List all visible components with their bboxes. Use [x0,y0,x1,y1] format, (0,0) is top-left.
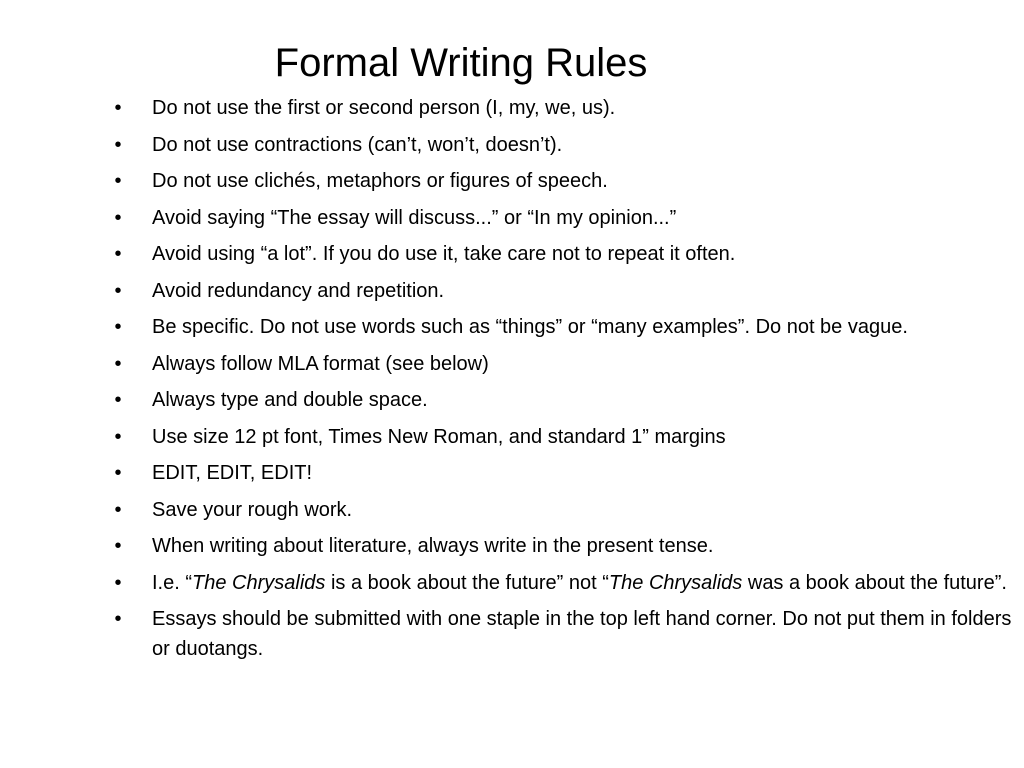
bullet-item [112,568,1012,598]
bullet-text-part: I.e. “ [152,571,193,594]
bullet-dot-icon: • [114,571,122,594]
bullet-item [112,203,1012,233]
bullet-item [112,130,1012,160]
bullet-dot-icon: • [114,279,122,302]
bullet-text: Avoid saying “The essay will discuss...” or “In my opinion...” [152,206,677,229]
bullet-dot-icon: • [114,206,122,229]
bullet-text: Essays should be submitted with one staple in the top left hand corner. Do not put them in folders or duotangs. [152,608,1012,660]
bullet-dot-icon: • [114,425,122,448]
slide-title: Formal Writing Rules [274,41,648,85]
bullet-text: Always follow MLA format (see below) [152,352,489,375]
bullet-item [112,604,1012,664]
bullet-item [112,458,1012,488]
bullet-item [112,276,1012,306]
bullet-dot-icon: • [114,316,122,338]
bullet-dot-icon: • [114,243,122,265]
bullet-item [112,385,1012,415]
bullet-text: EDIT, EDIT, EDIT! [152,462,313,484]
book-title: The Chrysalids [192,571,326,594]
bullet-dot-icon: • [114,498,122,521]
bullet-text: Avoid using “a lot”. If you do use it, take care not to repeat it often. [152,243,736,265]
bullet-text: Save your rough work. [152,498,353,521]
bullet-list [112,93,1012,671]
bullet-item [112,495,1012,525]
bullet-text: When writing about literature, always write in the present tense. [152,535,714,557]
bullet-dot-icon: • [114,133,122,156]
bullet-text: Be specific. Do not use words such as “things” or “many examples”. Do not be vague. [152,316,908,338]
bullet-dot-icon: • [114,97,122,119]
bullet-item [112,166,1012,196]
bullet-item [112,531,1012,561]
bullet-text: Do not use clichés, metaphors or figures of speech. [152,170,608,192]
bullet-text: Avoid redundancy and repetition. [152,279,445,302]
bullet-item [112,93,1012,123]
bullet-text-part: is a book about the future” not “ [325,571,609,594]
bullet-dot-icon: • [114,462,122,484]
book-title: The Chrysalids [608,571,743,594]
bullet-text-mixed [152,572,1007,594]
bullet-item [112,312,1012,342]
bullet-dot-icon: • [114,170,122,192]
bullet-dot-icon: • [114,535,122,557]
bullet-text: Use size 12 pt font, Times New Roman, and standard 1” margins [152,425,726,448]
bullet-text: Do not use contractions (can’t, won’t, doesn’t). [152,133,563,156]
bullet-dot-icon: • [114,389,122,411]
bullet-item [112,422,1012,452]
bullet-dot-icon: • [114,352,122,375]
bullet-item [112,239,1012,269]
bullet-text-part: was a book about the future”. [742,571,1007,594]
bullet-dot-icon: • [114,608,122,630]
bullet-text: Do not use the first or second person (I, my, we, us). [152,97,616,119]
bullet-text: Always type and double space. [152,389,428,411]
bullet-item [112,349,1012,379]
